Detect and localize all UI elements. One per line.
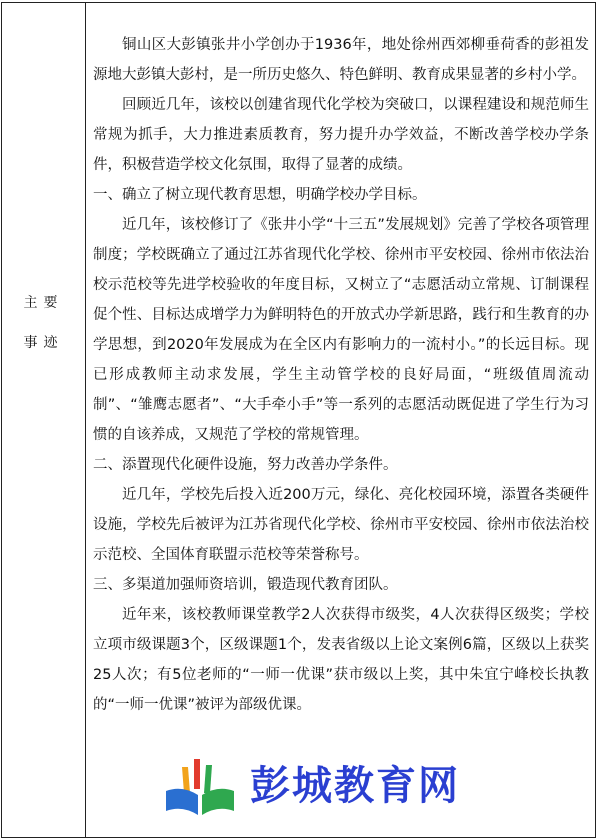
paragraph-section-3: 近年来，该校教师课堂教学2人次获得市级奖，4人次获得区级奖；学校立项市级课题3个，区级课题1个，发表省级以上论文案例6篇，区级以上获奖25人次；有5位老师的“一师一优课”获市级以上奖，其中朱宜宁峰校长执教的“一师一优课”被评为部级优课。 xyxy=(93,607,589,713)
label-line-1: 主要 xyxy=(23,295,64,311)
logo-orange-stroke xyxy=(182,767,190,793)
logo-book-right xyxy=(202,789,234,815)
watermark xyxy=(160,755,460,825)
watermark-logo-icon xyxy=(160,755,240,821)
label-line-2: 事迹 xyxy=(23,335,64,351)
label-column xyxy=(2,2,85,838)
paragraph-section-2: 近几年，学校先后投入近200万元，绿化、亮化校园环境，添置各类硬件设施，学校先后被评为江苏省现代化学校、徐州市平安校园、徐州市依法治校示范校、全国体育联盟示范校等荣誉称号。 xyxy=(93,487,589,563)
logo-green-stroke xyxy=(204,765,212,793)
section-heading-1: 一、确立了树立现代教育思想，明确学校办学目标。 xyxy=(93,187,427,203)
section-heading-2: 二、添置现代化硬件设施，努力改善办学条件。 xyxy=(93,457,398,473)
paragraph-section-1: 近几年，该校修订了《张井小学“十三五”发展规划》完善了学校各项管理制度；学校既确立了通过江苏省现代化学校、徐州市平安校园、徐州市依法治校示范校等先进学校验收的年度目标，又树立了“志愿活动立常规、订制课程促个性、目标达成增学力为鲜明特色的开放式办学新思路，践行和生教育的办学思想，到2020年发展成为在全区内有影响力的一流村小。”的长远目标。现已形成教师主动求发展，学生主动管学校的良好局面，“班级值周流动制”、“雏鹰志愿者”、“大手牵小手”等一系列的志愿活动既促进了学生行为习惯的自该养成，又规范了学校的常规管理。 xyxy=(93,217,589,443)
paragraph-review: 回顾近几年，该校以创建省现代化学校为突破口，以课程建设和规范师生常规为抓手，大力推进素质教育，努力提升办学效益，不断改善学校办学条件，积极营造学校文化氛围，取得了显著的成绩。 xyxy=(93,97,589,173)
paragraph-intro: 铜山区大彭镇张井小学创办于1936年，地处徐州西郊柳垂荷香的彭祖发源地大彭镇大彭村，是一所历史悠久、特色鲜明、教育成果显著的乡村小学。 xyxy=(93,37,589,83)
section-heading-3: 三、多渠道加强师资培训，锻造现代教育团队。 xyxy=(93,577,398,593)
column-divider xyxy=(85,2,86,838)
logo-book-left xyxy=(166,789,198,815)
logo-red-stroke xyxy=(194,759,200,789)
watermark-text: 彭城教育网 xyxy=(250,763,460,809)
main-content xyxy=(93,30,589,720)
